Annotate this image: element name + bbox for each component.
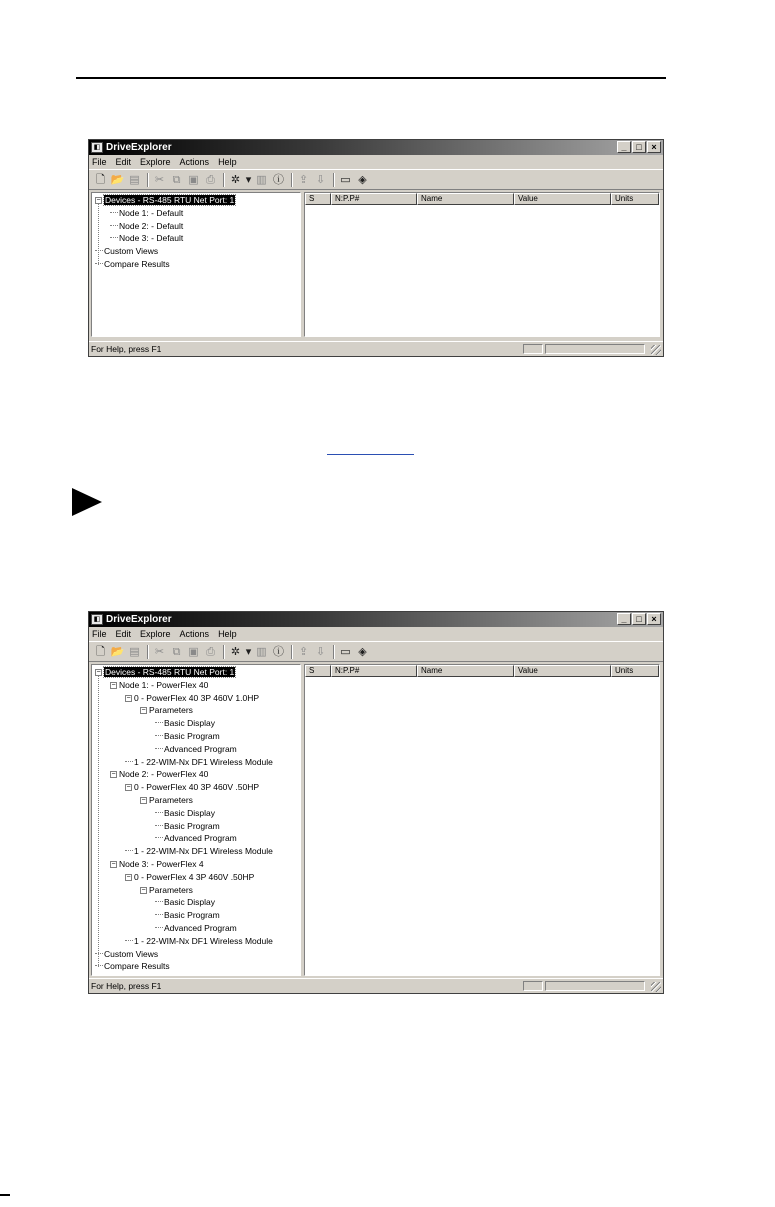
tree-node-label: Advanced Program	[164, 743, 237, 754]
tree-node-label: Compare Results	[104, 961, 170, 972]
tree-connector	[95, 965, 103, 966]
new-icon[interactable]: 🗋	[96, 173, 105, 186]
menu-file[interactable]: File	[92, 157, 107, 167]
tree-node-label: Basic Display	[164, 718, 216, 729]
cut-icon[interactable]: ✂	[154, 173, 165, 186]
list-header	[305, 193, 659, 205]
menu-actions[interactable]: Actions	[179, 157, 210, 167]
tree-node-label: Basic Program	[164, 910, 220, 921]
tree-node[interactable]	[125, 936, 273, 947]
info-icon[interactable]: ⓘ	[273, 645, 284, 658]
close-button[interactable]: ×	[647, 141, 661, 153]
status-bar	[89, 978, 663, 993]
resize-grip[interactable]	[651, 982, 661, 992]
tree-connector	[95, 953, 103, 954]
parameter-list[interactable]	[304, 192, 660, 337]
save-icon[interactable]: ▤	[129, 173, 140, 186]
open-icon[interactable]: 📂	[110, 645, 125, 658]
tree-node-label: Node 3: - Default	[119, 233, 184, 244]
tree-node-label: Basic Display	[164, 807, 216, 818]
column-units[interactable]: Units	[611, 665, 659, 677]
tree-connector	[110, 225, 118, 226]
connect-icon[interactable]: ✲	[230, 645, 241, 658]
copy-icon[interactable]: ⧉	[172, 645, 181, 658]
dropdown-icon[interactable]: ▾	[245, 173, 252, 186]
page-top-rule	[76, 77, 666, 79]
column-npp[interactable]: N:P.P#	[331, 193, 417, 205]
menu-help[interactable]: Help	[218, 629, 237, 639]
collapse-icon[interactable]: −	[141, 707, 146, 715]
tree-node-label: 1 - 22-WIM-Nx DF1 Wireless Module	[134, 935, 273, 946]
open-icon[interactable]: 📂	[110, 173, 125, 186]
collapse-icon[interactable]: −	[96, 669, 101, 676]
tree-node[interactable]	[140, 885, 193, 896]
tree-node[interactable]	[110, 233, 183, 244]
tree-node-label: Node 3: - PowerFlex 4	[119, 859, 204, 869]
collapse-icon[interactable]: −	[111, 771, 116, 779]
list-header	[305, 665, 659, 677]
tree-node[interactable]	[110, 680, 208, 691]
meter-icon[interactable]: ▭	[340, 645, 351, 658]
tree-node[interactable]	[155, 923, 237, 934]
tree-node[interactable]	[155, 833, 237, 844]
menu-bar	[89, 627, 663, 641]
tree-node-label: Devices - RS-485 RTU Net Port: 1	[105, 667, 235, 677]
menu-edit[interactable]: Edit	[115, 629, 132, 639]
app-icon: ◧	[91, 142, 103, 153]
collapse-icon[interactable]: −	[126, 784, 131, 792]
close-button[interactable]: ×	[647, 613, 661, 625]
minimize-button[interactable]: _	[617, 613, 631, 625]
device-tree[interactable]	[91, 192, 301, 337]
tree-node[interactable]	[95, 949, 158, 960]
connect-icon[interactable]: ✲	[230, 173, 241, 186]
tree-node-label: Basic Display	[164, 897, 216, 908]
menu-explore[interactable]: Explore	[140, 629, 171, 639]
tree-connector	[125, 940, 133, 941]
status-text: For Help, press F1	[91, 981, 162, 991]
tree-node[interactable]	[155, 821, 220, 832]
properties-icon[interactable]: ▥	[256, 173, 267, 186]
tree-node-label: 1 - 22-WIM-Nx DF1 Wireless Module	[134, 756, 273, 767]
tree-node-label: Node 2: - PowerFlex 40	[119, 769, 209, 780]
menu-file[interactable]: File	[92, 629, 107, 639]
tree-connector	[155, 901, 163, 902]
app-icon: ◧	[91, 614, 103, 625]
tree-node-label: Advanced Program	[164, 923, 237, 933]
tree-node[interactable]	[155, 808, 215, 819]
column-value[interactable]: Value	[514, 665, 611, 677]
column-name[interactable]: Name	[417, 193, 514, 205]
tree-node[interactable]	[155, 731, 220, 742]
title-bar[interactable]	[89, 140, 663, 155]
cut-icon[interactable]: ✂	[154, 645, 165, 658]
tree-node-label: Custom Views	[104, 948, 159, 959]
copy-icon[interactable]: ⧉	[172, 173, 181, 186]
tree-node[interactable]	[95, 246, 158, 257]
paste-icon[interactable]: ▣	[188, 173, 199, 186]
collapse-icon[interactable]: −	[126, 873, 131, 881]
tree-node[interactable]	[140, 795, 193, 806]
column-s[interactable]: S	[305, 193, 331, 205]
collapse-icon[interactable]: −	[141, 797, 146, 804]
tree-node[interactable]	[110, 859, 204, 870]
tree-connector	[110, 237, 118, 238]
tree-connector	[95, 263, 103, 264]
document-link-underline[interactable]	[327, 454, 414, 455]
collapse-icon[interactable]: −	[96, 197, 101, 204]
tree-node-label: Parameters	[149, 884, 193, 895]
tree-node[interactable]	[110, 208, 183, 219]
menu-edit[interactable]: Edit	[115, 157, 132, 167]
paste-icon[interactable]: ▣	[188, 645, 199, 658]
toolbar	[89, 641, 663, 662]
tree-node[interactable]	[140, 705, 193, 716]
tree-node[interactable]	[155, 718, 215, 729]
window-title: DriveExplorer	[106, 142, 172, 153]
tree-node[interactable]	[155, 897, 215, 908]
maximize-button[interactable]: □	[632, 613, 646, 625]
menu-actions[interactable]: Actions	[179, 629, 210, 639]
tree-node[interactable]	[95, 195, 235, 206]
tree-node[interactable]	[110, 769, 208, 780]
menu-explore[interactable]: Explore	[140, 157, 171, 167]
tree-node-label: Basic Program	[164, 731, 220, 741]
tree-root-connector	[98, 676, 99, 967]
dropdown-icon[interactable]: ▾	[245, 645, 252, 658]
column-units[interactable]: Units	[611, 193, 659, 205]
maximize-button[interactable]: □	[632, 141, 646, 153]
page-margin-mark	[0, 1194, 10, 1196]
minimize-button[interactable]: _	[617, 141, 631, 153]
upload-icon[interactable]: ⇪	[298, 645, 309, 658]
tree-node[interactable]	[95, 961, 170, 972]
tree-connector	[95, 250, 103, 251]
menu-bar	[89, 155, 663, 169]
collapse-icon[interactable]: −	[111, 681, 116, 689]
print-icon[interactable]: ⎙	[206, 173, 215, 186]
tree-connector	[155, 927, 163, 928]
toolbar	[89, 169, 663, 190]
menu-help[interactable]: Help	[218, 157, 237, 167]
tree-root-connector	[98, 204, 99, 265]
tree-connector	[155, 735, 163, 736]
tree-node[interactable]	[125, 757, 273, 768]
tree-node-label: Node 2: - Default	[119, 220, 184, 231]
status-text: For Help, press F1	[91, 344, 162, 354]
tree-node[interactable]	[125, 872, 254, 883]
parameter-list[interactable]	[304, 664, 660, 976]
tree-node-label: 0 - PowerFlex 40 3P 460V .50HP	[134, 782, 260, 793]
column-npp[interactable]: N:P.P#	[331, 665, 417, 677]
tree-node-label: Node 1: - Default	[119, 207, 184, 218]
tree-node[interactable]	[125, 782, 259, 793]
tree-node-label: Compare Results	[104, 259, 170, 269]
title-bar[interactable]	[89, 612, 663, 627]
tree-connector	[155, 914, 163, 915]
tree-node-label: 1 - 22-WIM-Nx DF1 Wireless Module	[134, 846, 273, 857]
column-name[interactable]: Name	[417, 665, 514, 677]
tree-node[interactable]	[110, 221, 183, 232]
tree-connector	[155, 748, 163, 749]
print-icon[interactable]: ⎙	[206, 645, 215, 658]
device-tree[interactable]	[91, 664, 301, 976]
tree-node-label: Parameters	[149, 705, 193, 716]
tree-node[interactable]	[95, 667, 235, 678]
tree-node-label: Basic Program	[164, 820, 220, 831]
tree-node[interactable]	[155, 910, 220, 921]
collapse-icon[interactable]: −	[141, 886, 146, 894]
collapse-icon[interactable]: −	[126, 694, 131, 702]
tree-node[interactable]	[125, 846, 273, 857]
tree-node-label: 0 - PowerFlex 40 3P 460V 1.0HP	[134, 692, 260, 703]
tree-node-label: Advanced Program	[164, 833, 237, 844]
tree-node[interactable]	[95, 259, 170, 270]
step-arrow-icon	[72, 488, 102, 516]
tree-node-label: 0 - PowerFlex 4 3P 460V .50HP	[134, 871, 255, 882]
properties-icon[interactable]: ▥	[256, 645, 267, 658]
resize-grip[interactable]	[651, 345, 661, 355]
tree-connector	[125, 850, 133, 851]
tree-connector	[155, 722, 163, 723]
tree-node-label: Devices - RS-485 RTU Net Port: 1	[105, 195, 235, 205]
status-bar	[89, 341, 663, 356]
drive-explorer-window-2	[88, 611, 664, 994]
tree-node-label: Node 1: - PowerFlex 40	[119, 679, 209, 690]
collapse-icon[interactable]: −	[111, 861, 116, 868]
download-icon[interactable]: ⇩	[315, 173, 326, 186]
column-value[interactable]: Value	[514, 193, 611, 205]
tree-connector	[155, 825, 163, 826]
tree-connector	[155, 812, 163, 813]
tree-node[interactable]	[155, 744, 237, 755]
tree-connector	[110, 212, 118, 213]
new-icon[interactable]: 🗋	[96, 645, 105, 658]
tree-node[interactable]	[125, 693, 259, 704]
book-icon[interactable]: ◈	[358, 645, 367, 658]
tree-node-label: Custom Views	[104, 246, 159, 257]
tree-connector	[155, 837, 163, 838]
column-s[interactable]: S	[305, 665, 331, 677]
drive-explorer-window-1	[88, 139, 664, 357]
info-icon[interactable]: ⓘ	[273, 173, 284, 186]
tree-connector	[125, 761, 133, 762]
window-title: DriveExplorer	[106, 614, 172, 625]
upload-icon[interactable]: ⇪	[298, 173, 309, 186]
book-icon[interactable]: ◈	[358, 173, 367, 186]
save-icon[interactable]: ▤	[129, 645, 140, 658]
download-icon[interactable]: ⇩	[315, 645, 326, 658]
meter-icon[interactable]: ▭	[340, 173, 351, 186]
tree-node-label: Parameters	[149, 795, 193, 805]
